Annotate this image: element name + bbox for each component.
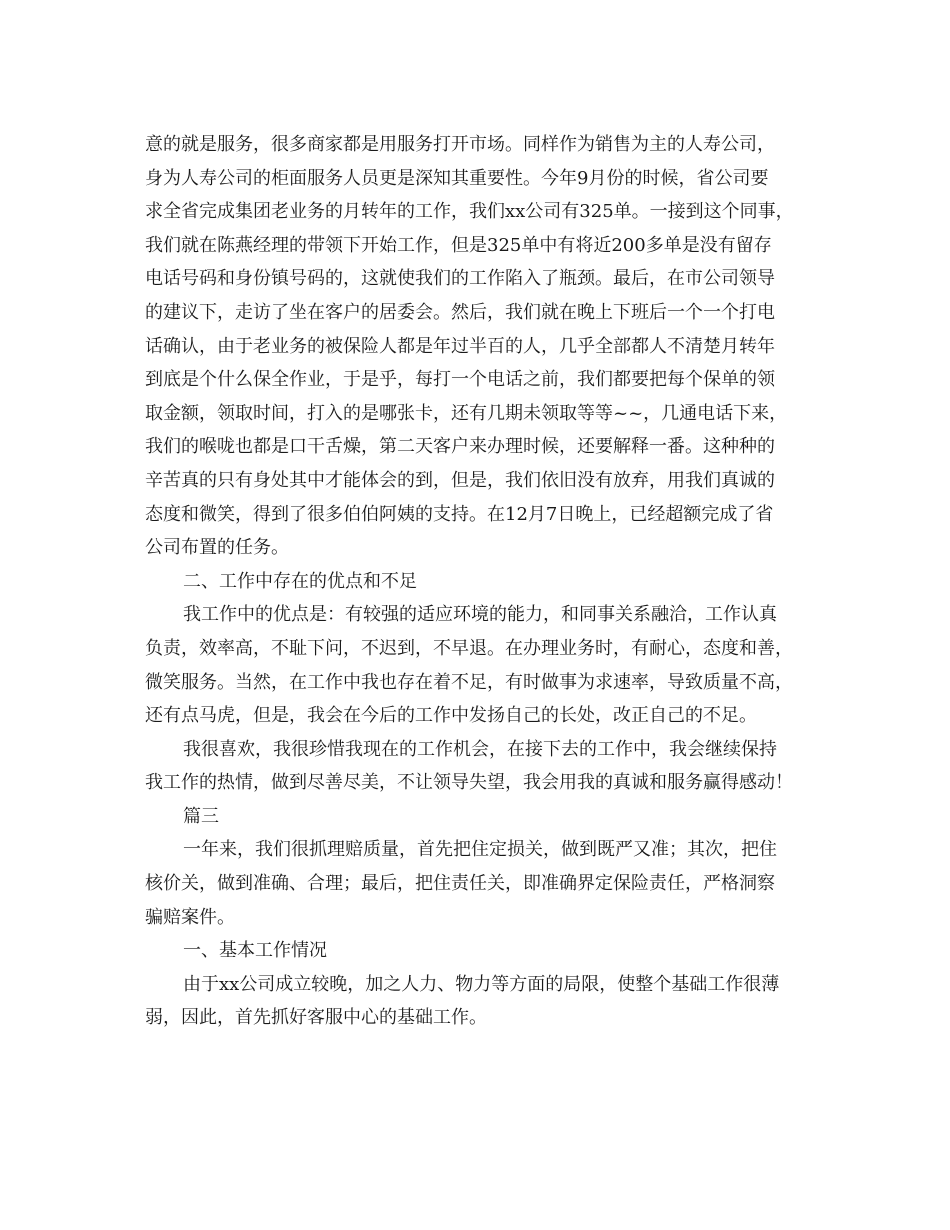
text-line: 核价关，做到准确、合理；最后，把住责任关，即准确界定保险责任，严格洞察 <box>145 873 775 895</box>
text-line: 还有点马虎，但是，我会在今后的工作中发扬自己的长处，改正自己的不足。 <box>145 705 757 727</box>
text-line: 弱，因此，首先抓好客服中心的基础工作。 <box>145 1007 487 1029</box>
text-line: 的建议下，走访了坐在客户的居委会。然后，我们就在晚上下班后一个一个打电 <box>145 301 775 323</box>
text-line: 意的就是服务，很多商家都是用服务打开市场。同样作为销售为主的人寿公司， <box>145 134 775 155</box>
text-line: 辛苦真的只有身处其中才能体会的到，但是，我们依旧没有放弃，用我们真诚的 <box>145 469 775 491</box>
text-line: 由于xx公司成立较晚，加之人力、物力等方面的局限，使整个基础工作很薄 <box>183 973 780 995</box>
text-line: 一年来，我们很抓理赔质量，首先把住定损关，做到既严又准；其次，把住 <box>183 839 777 861</box>
text-line: 我们的喉咙也都是口干舌燥，第二天客户来办理时候，还要解释一番。这种种的 <box>145 436 775 458</box>
text-line: 篇三 <box>183 805 219 827</box>
text-line: 态度和微笑，得到了很多伯伯阿姨的支持。在12月7日晚上，已经超额完成了省 <box>145 503 774 525</box>
text-line: 到底是个什么保全作业，于是乎，每打一个电话之前，我们都要把每个保单的领 <box>145 369 775 391</box>
text-line: 公司布置的任务。 <box>145 537 289 559</box>
text-line: 身为人寿公司的柜面服务人员更是深知其重要性。今年9月份的时候，省公司要 <box>145 167 769 189</box>
text-line: 我很喜欢，我很珍惜我现在的工作机会，在接下去的工作中，我会继续保持 <box>183 738 777 760</box>
text-line: 负责，效率高，不耻下问，不迟到，不早退。在办理业务时，有耐心，态度和善， <box>145 637 793 659</box>
text-line: 电话号码和身份镇号码的，这就使我们的工作陷入了瓶颈。最后，在市公司领导 <box>145 268 775 290</box>
text-line: 求全省完成集团老业务的月转年的工作，我们xx公司有325单。一接到这个同事， <box>145 201 794 223</box>
text-line: 我工作中的优点是：有较强的适应环境的能力，和同事关系融洽，工作认真 <box>183 604 777 626</box>
text-line: 骗赔案件。 <box>145 906 235 928</box>
text-line: 话确认，由于老业务的被保险人都是年过半百的人，几乎全部都人不清楚月转年 <box>145 335 775 357</box>
text-line: 二、工作中存在的优点和不足 <box>183 570 417 592</box>
text-line: 一、基本工作情况 <box>183 940 327 962</box>
text-line: 微笑服务。当然，在工作中我也存在着不足，有时做事为求速率，导致质量不高， <box>145 671 793 693</box>
document-body <box>145 128 810 1035</box>
text-line: 我们就在陈燕经理的带领下开始工作，但是325单中有将近200多单是没有留存 <box>145 234 772 256</box>
text-line: 我工作的热情，做到尽善尽美，不让领导失望，我会用我的真诚和服务赢得感动！ <box>145 772 793 794</box>
text-line: 取金额，领取时间，打入的是哪张卡，还有几期未领取等等~~，几通电话下来， <box>145 402 788 424</box>
